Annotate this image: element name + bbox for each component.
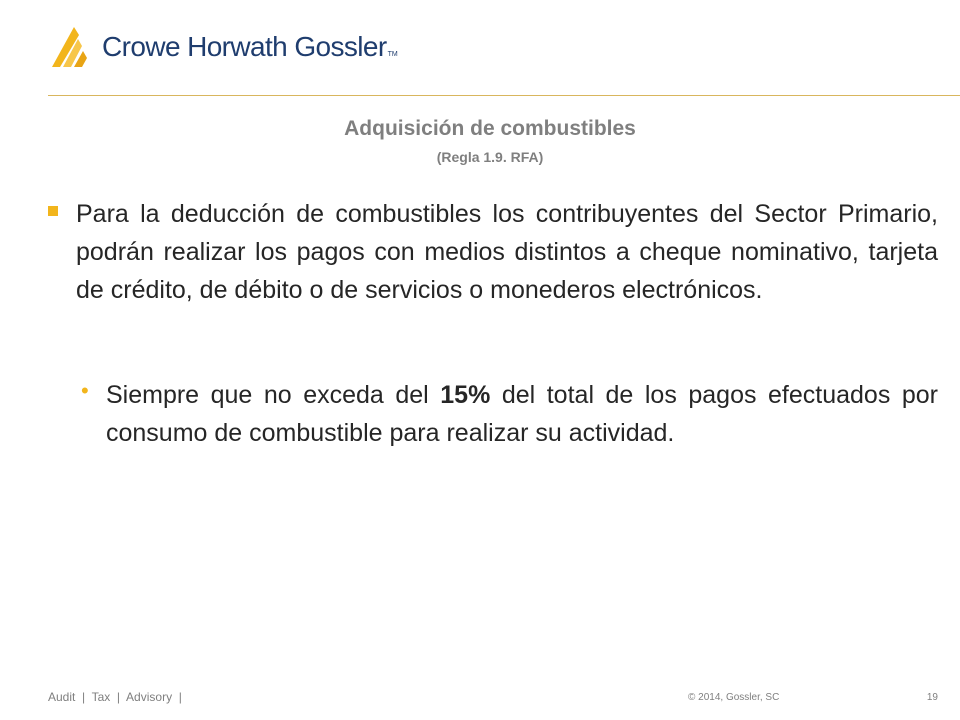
square-bullet-icon xyxy=(48,206,58,216)
crowe-logo-mark-icon xyxy=(52,26,98,68)
sub-bullet-text-end: del total de los pagos efectuados por consumo de combustible para realizar su actividad. xyxy=(106,381,938,447)
sub-bullet-text-start: Siempre que no exceda del xyxy=(106,381,441,409)
company-logo xyxy=(52,26,398,70)
dot-bullet-icon: • xyxy=(81,378,89,403)
slide-title: Adquisición de combustibles xyxy=(344,117,636,140)
header-divider xyxy=(48,95,960,96)
logo-wordmark xyxy=(102,31,398,63)
sub-bullet-emphasis: 15% xyxy=(440,381,491,409)
bullet-item: Para la deducción de combustibles los contribuyentes del Sector Primario, podrán realizar los pagos con medios distintos a cheque nominativo, tarjeta de crédito, de débito o de servicios o monederos electrónicos. xyxy=(76,200,938,304)
sub-bullet-item xyxy=(106,376,938,452)
footer-services: Audit | Tax | Advisory | xyxy=(48,690,182,704)
page-number: 19 xyxy=(926,692,938,703)
logo-name: Crowe Horwath Gossler xyxy=(102,31,387,62)
footer-copyright: © 2014, Gossler, SC xyxy=(688,692,780,703)
logo-trademark: TM xyxy=(387,51,398,58)
slide-subtitle: (Regla 1.9. RFA) xyxy=(436,149,544,165)
